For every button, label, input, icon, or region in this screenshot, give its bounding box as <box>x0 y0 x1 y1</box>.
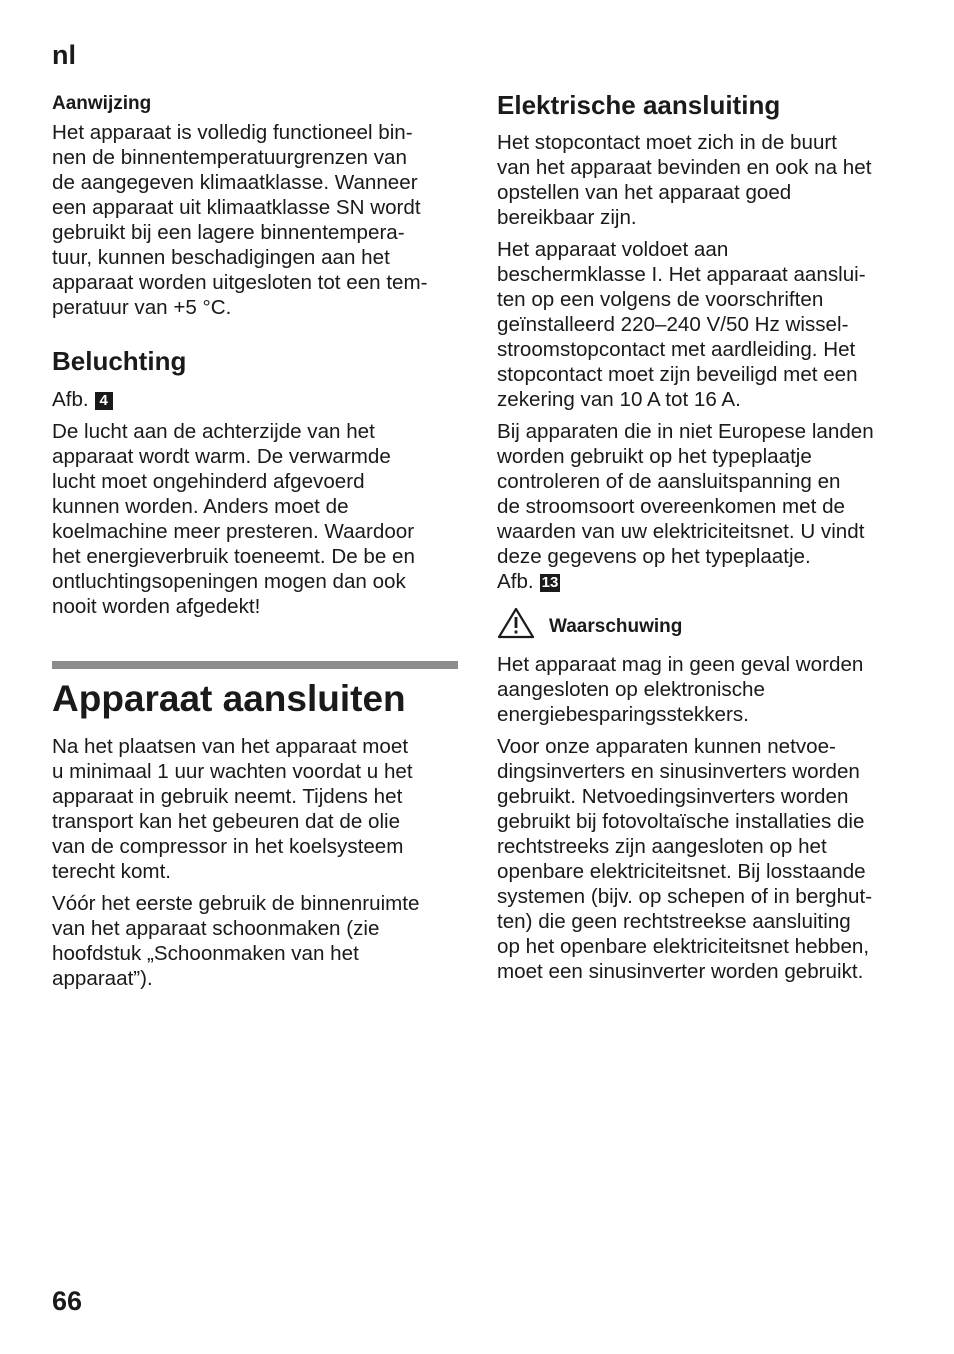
text-line: Het apparaat voldoet aan <box>497 238 729 261</box>
text-line: op het openbare elektriciteitsnet hebben, <box>497 935 870 958</box>
text-line: gebruikt bij fotovoltaïsche installaties die <box>497 810 865 833</box>
warning-label: Waarschuwing <box>549 616 683 637</box>
ventilation-paragraph <box>52 419 415 619</box>
text-line: het energieverbruik toeneemt. De be en <box>52 545 415 568</box>
section-divider <box>52 661 458 669</box>
text-line: apparaat wordt warm. De verwarmde <box>52 445 391 468</box>
electric-paragraph-2 <box>497 237 866 412</box>
text-line: beschermklasse I. Het apparaat aanslui- <box>497 263 866 286</box>
text-line: zekering van 10 A tot 16 A. <box>497 388 741 411</box>
ventilation-heading: Beluchting <box>52 346 187 376</box>
text-line: dingsinverters en sinusinverters worden <box>497 760 860 783</box>
text-line: Het stopcontact moet zich in de buurt <box>497 131 837 154</box>
warning-triangle-icon <box>497 607 535 639</box>
notice-paragraph <box>52 120 428 320</box>
text-line: deze gegevens op het typeplaatje. <box>497 545 811 568</box>
electric-heading: Elektrische aansluiting <box>497 90 781 120</box>
text-line: systemen (bijv. op schepen of in berghut- <box>497 885 873 908</box>
connect-paragraph-2 <box>52 891 419 991</box>
text-line: opstellen van het apparaat goed <box>497 181 792 204</box>
text-line: De lucht aan de achterzijde van het <box>52 420 375 443</box>
text-line: lucht moet ongehinderd afgevoerd <box>52 470 365 493</box>
figure-label: Afb. <box>497 570 534 593</box>
language-code: nl <box>52 40 76 70</box>
inverter-paragraph <box>497 734 872 984</box>
text-line: rechtstreeks zijn aangesloten op het <box>497 835 827 858</box>
electric-paragraph-1 <box>497 130 871 230</box>
figure-reference <box>52 387 113 412</box>
section-title: Apparaat aansluiten <box>52 678 406 719</box>
text-line: ten op een volgens de voorschriften <box>497 288 824 311</box>
text-line: waarden van uw elektriciteitsnet. U vindt <box>497 520 865 543</box>
text-line: nooit worden afgedekt! <box>52 595 261 618</box>
connect-paragraph-1 <box>52 734 413 884</box>
text-line: stroomstopcontact met aardleiding. Het <box>497 338 856 361</box>
text-line: Bij apparaten die in niet Europese landen <box>497 420 874 443</box>
figure-number-badge: 4 <box>95 392 113 410</box>
text-line: apparaat in gebruik neemt. Tijdens het <box>52 785 403 808</box>
text-line: van het apparaat bevinden en ook na het <box>497 156 872 179</box>
text-line: energiebesparingsstekkers. <box>497 703 749 726</box>
notice-title: Aanwijzing <box>52 93 152 114</box>
text-line: Het apparaat mag in geen geval worden <box>497 653 864 676</box>
figure-number-badge: 13 <box>541 574 559 591</box>
text-line: terecht komt. <box>52 860 172 883</box>
text-line: geïnstalleerd 220–240 V/50 Hz wissel- <box>497 313 849 336</box>
text-line: openbare elektriciteitsnet. Bij losstaande <box>497 860 866 883</box>
text-line: peratuur van +5 °C. <box>52 296 232 319</box>
text-line: Het apparaat is volledig functioneel bin- <box>52 121 413 144</box>
text-line: Na het plaatsen van het apparaat moet <box>52 735 409 758</box>
text-line: van de compressor in het koelsysteem <box>52 835 404 858</box>
text-line: u minimaal 1 uur wachten voordat u het <box>52 760 413 783</box>
text-line: worden gebruikt op het typeplaatje <box>497 445 812 468</box>
text-line: Voor onze apparaten kunnen netvoe- <box>497 735 836 758</box>
text-line: de stroomsoort overeenkomen met de <box>497 495 845 518</box>
electric-paragraph-3 <box>497 419 874 594</box>
warning-paragraph <box>497 652 863 727</box>
text-line: ten) die geen rechtstreekse aansluiting <box>497 910 851 933</box>
text-line: apparaat”). <box>52 967 153 990</box>
text-line: Vóór het eerste gebruik de binnenruimte <box>52 892 420 915</box>
text-line: ontluchtingsopeningen mogen dan ook <box>52 570 406 593</box>
text-line: aangesloten op elektronische <box>497 678 765 701</box>
text-line: de aangegeven klimaatklasse. Wanneer <box>52 171 418 194</box>
text-line: tuur, kunnen beschadigingen aan het <box>52 246 390 269</box>
text-line: nen de binnentemperatuurgrenzen van <box>52 146 407 169</box>
text-line: moet een sinusinverter worden gebruikt. <box>497 960 864 983</box>
text-line: bereikbaar zijn. <box>497 206 637 229</box>
text-line: hoofdstuk „Schoonmaken van het <box>52 942 359 965</box>
text-line: controleren of de aansluitspanning en <box>497 470 841 493</box>
text-line: van het apparaat schoonmaken (zie <box>52 917 380 940</box>
figure-label: Afb. <box>52 388 89 411</box>
text-line: kunnen worden. Anders moet de <box>52 495 349 518</box>
text-line: gebruikt. Netvoedingsinverters worden <box>497 785 849 808</box>
text-line: transport kan het gebeuren dat de olie <box>52 810 401 833</box>
text-line: een apparaat uit klimaatklasse SN wordt <box>52 196 421 219</box>
text-line: gebruikt bij een lagere binnentempera- <box>52 221 405 244</box>
text-line: stopcontact moet zijn beveiligd met een <box>497 363 858 386</box>
text-line: koelmachine meer presteren. Waardoor <box>52 520 415 543</box>
figure-reference <box>497 569 874 594</box>
page-number: 66 <box>52 1286 83 1316</box>
text-line: apparaat worden uitgesloten tot een tem- <box>52 271 428 294</box>
